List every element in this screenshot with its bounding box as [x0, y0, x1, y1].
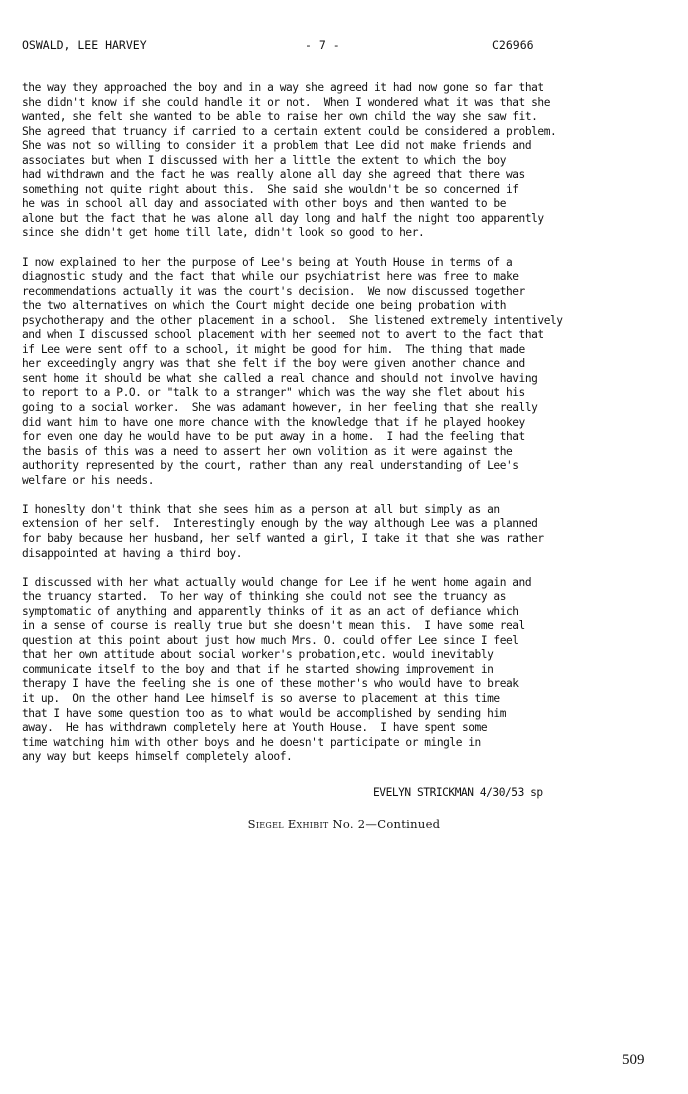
text-line: something not quite right about this. She said she wouldn't be so concerned if [22, 182, 519, 196]
text-line: and when I discussed school placement with her seemed not to avert to the fact that [22, 328, 544, 342]
text-line: that her own attitude about social worker's probation,etc. would inevitably [22, 648, 494, 662]
text-line: in a sense of course is really true but she doesn't mean this. I have some real [22, 619, 525, 633]
text-line: the truancy started. To her way of thinking she could not see the truancy as [22, 590, 506, 604]
text-line: she didn't know if she could handle it or not. When I wondered what it was that she [22, 95, 550, 109]
text-line: the two alternatives on which the Court might decide one being probation with [22, 299, 506, 313]
text-line: for baby because her husband, her self wanted a girl, I take it that she was rather [22, 531, 544, 545]
text-line: disappointed at having a third boy. [22, 546, 242, 560]
paragraph [22, 81, 662, 241]
text-line: since she didn't get home till late, didn't look so good to her. [22, 226, 425, 240]
text-line: recommendations actually it was the court's decision. We now discussed together [22, 284, 525, 298]
text-line: going to a social worker. She was adamant however, in her feeling that she really [22, 401, 538, 415]
text-line: She was not so willing to consider it a problem that Lee did not make friends and [22, 139, 532, 153]
text-line: extension of her self. Interestingly enough by the way although Lee was a planned [22, 517, 538, 531]
text-line: her exceedingly angry was that she felt if the boy were given another chance and [22, 357, 525, 371]
text-line: I discussed with her what actually would change for Lee if he went home again and [22, 575, 532, 589]
page-number: 509 [622, 1052, 645, 1068]
exhibit-number: No. 2—Continued [332, 817, 441, 831]
text-line: alone but the fact that he was alone all day long and half the night too apparently [22, 211, 544, 225]
text-line: symptomatic of anything and apparently thinks of it as an act of defiance which [22, 604, 519, 618]
text-line: I honeslty don't think that she sees him as a person at all but simply as an [22, 502, 500, 516]
text-line: to report to a P.O. or "talk to a stranger" which was the way she flet about his [22, 386, 525, 400]
text-line: sent home it should be what she called a real chance and should not involve having [22, 371, 538, 385]
text-line: diagnostic study and the fact that while our psychiatrist here was free to make [22, 270, 519, 284]
text-line: that I have some question too as to what would be accomplished by sending him [22, 706, 506, 720]
text-line: any way but keeps himself completely aloof. [22, 750, 293, 764]
text-line: did want him to have one more chance with the knowledge that if he played hookey [22, 415, 525, 429]
text-line: the basis of this was a need to assert her own volition as it were against the [22, 444, 513, 458]
paragraph [22, 256, 662, 489]
text-line: wanted, she felt she wanted to be able to raise her own child the way she saw fit. [22, 110, 538, 124]
text-line: therapy I have the feeling she is one of these mother's who would have to break [22, 677, 519, 691]
text-line: away. He has withdrawn completely here at Youth House. I have spent some [22, 721, 488, 735]
text-line: She agreed that truancy if carried to a certain extent could be considered a problem. [22, 124, 557, 138]
text-line: if Lee were sent off to a school, it might be good for him. The thing that made [22, 342, 525, 356]
text-line: question at this point about just how much Mrs. O. could offer Lee since I feel [22, 633, 519, 647]
text-line: for even one day he would have to be put away in a home. I had the feeling that [22, 430, 525, 444]
header-subject-name: OSWALD, LEE HARVEY [22, 38, 147, 52]
text-line: the way they approached the boy and in a way she agreed it had now gone so far that [22, 81, 544, 94]
text-line: I now explained to her the purpose of Lee's being at Youth House in terms of a [22, 255, 513, 269]
paragraph [22, 576, 662, 765]
text-line: he was in school all day and associated with other boys and then wanted to be [22, 197, 506, 211]
text-line: psychotherapy and the other placement in a school. She listened extremely intentively [22, 313, 563, 327]
report-body [22, 81, 662, 779]
text-line: had withdrawn and the fact he was really alone all day she agreed that there was [22, 168, 525, 182]
paragraph [22, 503, 662, 561]
text-line: it up. On the other hand Lee himself is so averse to placement at this time [22, 691, 500, 705]
page-header [22, 38, 662, 56]
text-line: associates but when I discussed with her a little the extent to which the boy [22, 153, 506, 167]
signature-line: EVELYN STRICKMAN 4/30/53 sp [373, 786, 543, 799]
text-line: authority represented by the court, rather than any real understanding of Lee's [22, 459, 519, 473]
text-line: time watching him with other boys and he doesn't participate or mingle in [22, 735, 481, 749]
header-document-id: C26966 [492, 38, 534, 52]
exhibit-caption [0, 817, 688, 831]
text-line: communicate itself to the boy and that if he started showing improvement in [22, 662, 494, 676]
header-page-marker: - 7 - [305, 38, 340, 52]
text-line: welfare or his needs. [22, 473, 154, 487]
exhibit-name: Siegel Exhibit [247, 817, 329, 831]
